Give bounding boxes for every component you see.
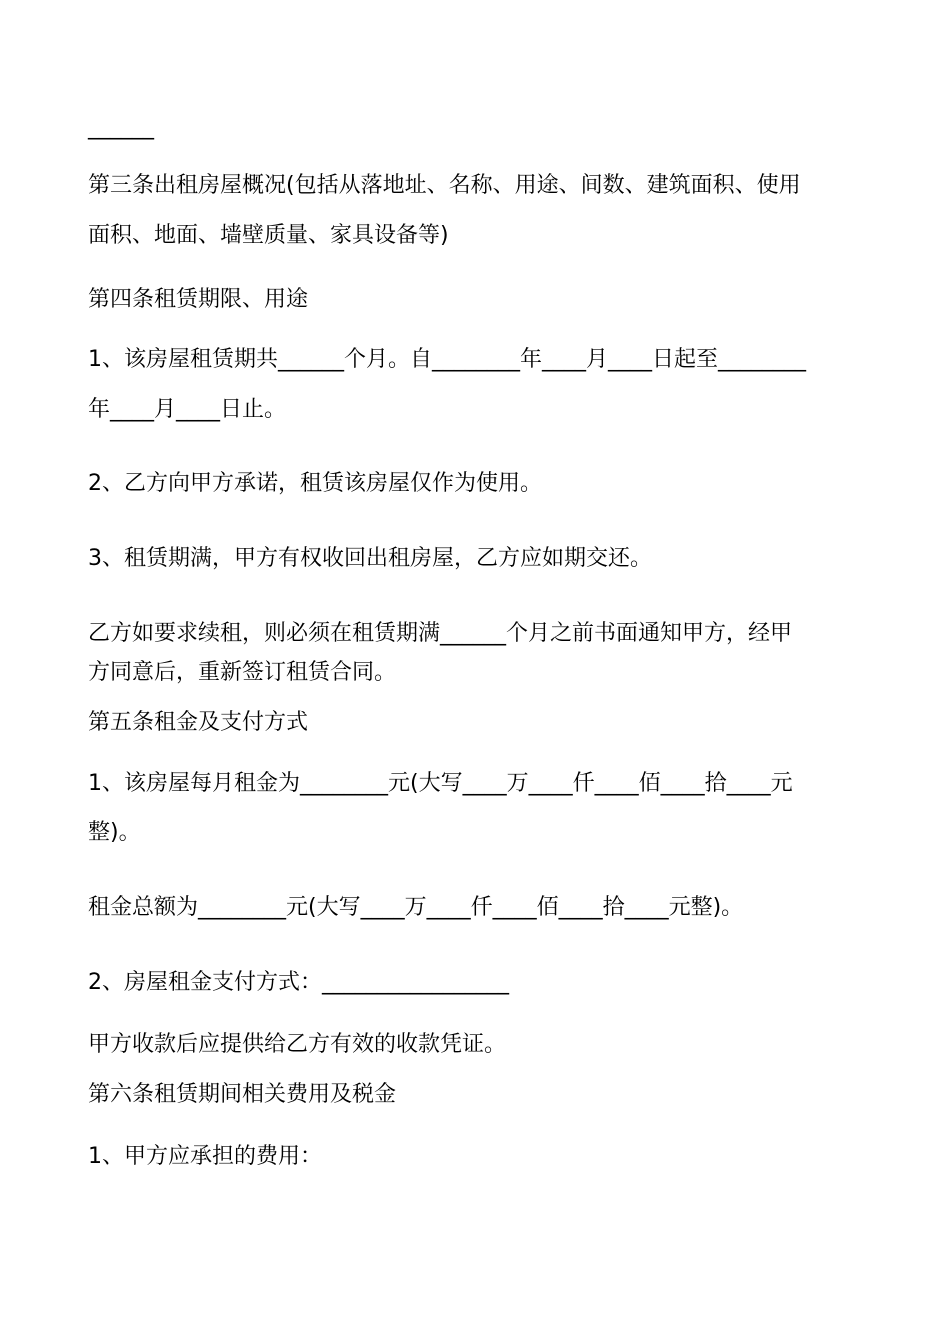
article-4-clause-3: 3、租赁期满，甲方有权收回出租房屋，乙方应如期交还。 <box>88 546 652 571</box>
blank-line: ______ <box>88 115 154 140</box>
total-rent-line: 租金总额为________元(大写____万____仟____佰____拾____元整)。 <box>88 895 744 920</box>
article-5-clause-1-line-1: 1、该房屋每月租金为________元(大写____万____仟____佰____拾____元 <box>88 771 793 796</box>
renewal-line-2: 方同意后，重新签订租赁合同。 <box>88 660 397 685</box>
article-6-clause-1: 1、甲方应承担的费用： <box>88 1144 322 1169</box>
article-4-clause-2: 2、乙方向甲方承诺，租赁该房屋仅作为使用。 <box>88 471 542 496</box>
article-4-heading: 第四条租赁期限、用途 <box>88 287 309 312</box>
article-3-line-1: 第三条出租房屋概况(包括从落地址、名称、用途、间数、建筑面积、使用 <box>88 173 801 198</box>
article-5-clause-2: 2、房屋租金支付方式：_________________ <box>88 970 509 995</box>
renewal-line-1: 乙方如要求续租，则必须在租赁期满______个月之前书面通知甲方，经甲 <box>88 621 793 646</box>
article-5-heading: 第五条租金及支付方式 <box>88 710 309 735</box>
article-3-line-2: 面积、地面、墙壁质量、家具设备等) <box>88 223 449 248</box>
article-4-clause-1-line-1: 1、该房屋租赁期共______个月。自________年____月____日起至________ <box>88 347 806 372</box>
article-5-clause-1-line-2: 整)。 <box>88 820 141 845</box>
article-4-clause-1-line-2: 年____月____日止。 <box>88 397 287 422</box>
article-6-heading: 第六条租赁期间相关费用及税金 <box>88 1082 397 1107</box>
receipt-line: 甲方收款后应提供给乙方有效的收款凭证。 <box>88 1032 507 1057</box>
